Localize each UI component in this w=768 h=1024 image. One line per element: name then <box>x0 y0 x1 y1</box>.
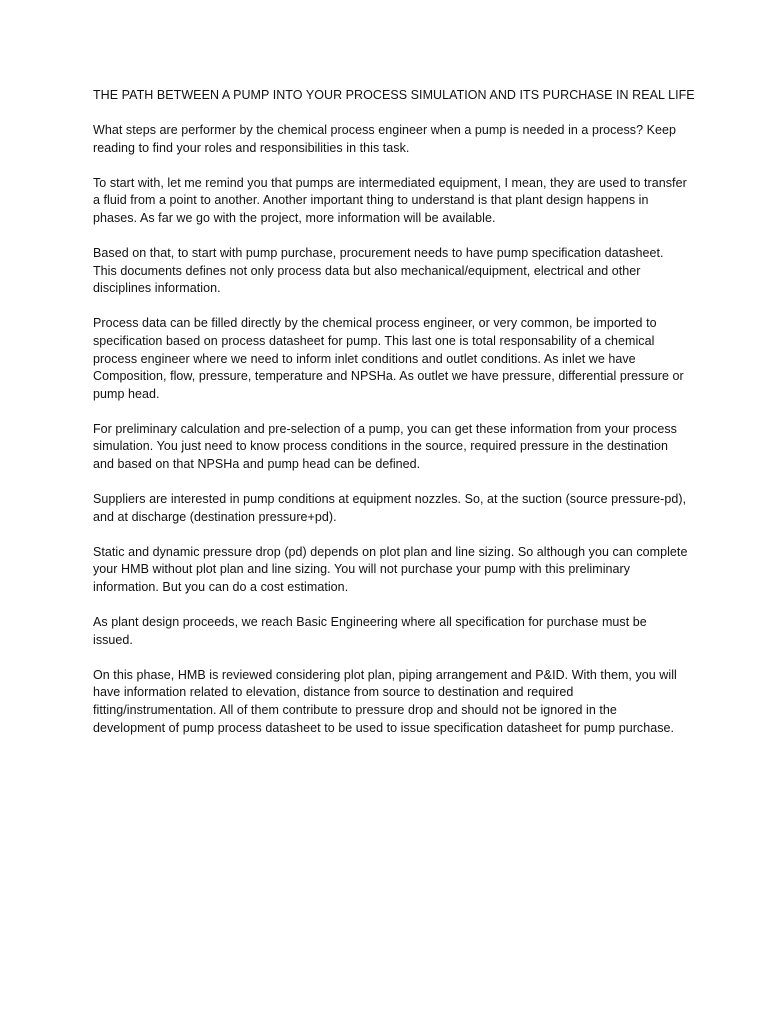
paragraph: On this phase, HMB is reviewed considering plot plan, piping arrangement and P&ID. With them, you will have information related to elevation, distance from source to destination and required fitting/instrumentation. All of them contribute to pressure drop and should not be ignored in the development of pump process datasheet to be used to issue specification datasheet for pump purchase. <box>93 667 677 735</box>
document-body <box>93 122 688 737</box>
paragraph: For preliminary calculation and pre-selection of a pump, you can get these information from your process simulation. You just need to know process conditions in the source, required pressure in the destination and based on that NPSHa and pump head can be defined. <box>93 421 677 471</box>
paragraph: To start with, let me remind you that pumps are intermediated equipment, I mean, they are used to transfer a fluid from a point to another. Another important thing to understand is that plant design happens in phases. As far we go with the project, more information will be available. <box>93 175 687 225</box>
paragraph: Based on that, to start with pump purchase, procurement needs to have pump specification datasheet. This documents defines not only process data but also mechanical/equipment, electrical and other disciplines information. <box>93 246 664 296</box>
paragraph: Static and dynamic pressure drop (pd) depends on plot plan and line sizing. So although you can complete your HMB without plot plan and line sizing. You will not purchase your pump with this preliminary information. But you can do a cost estimation. <box>93 544 688 594</box>
paragraph: Suppliers are interested in pump conditions at equipment nozzles. So, at the suction (source pressure-pd), and at discharge (destination pressure+pd). <box>93 492 687 524</box>
paragraph: Process data can be filled directly by the chemical process engineer, or very common, be imported to specification based on process datasheet for pump. This last one is total responsability of a chemical process engineer where we need to inform inlet conditions and outlet conditions. As inlet we have Composition, flow, pressure, temperature and NPSHa. As outlet we have pressure, differential pressure or pump head. <box>93 316 684 401</box>
paragraph: As plant design proceeds, we reach Basic Engineering where all specification for purchase must be issued. <box>93 615 647 647</box>
paragraph: What steps are performer by the chemical process engineer when a pump is needed in a process? Keep reading to find your roles and responsibilities in this task. <box>93 123 676 155</box>
document-title: THE PATH BETWEEN A PUMP INTO YOUR PROCESS SIMULATION AND ITS PURCHASE IN REAL LIFE <box>93 88 695 102</box>
